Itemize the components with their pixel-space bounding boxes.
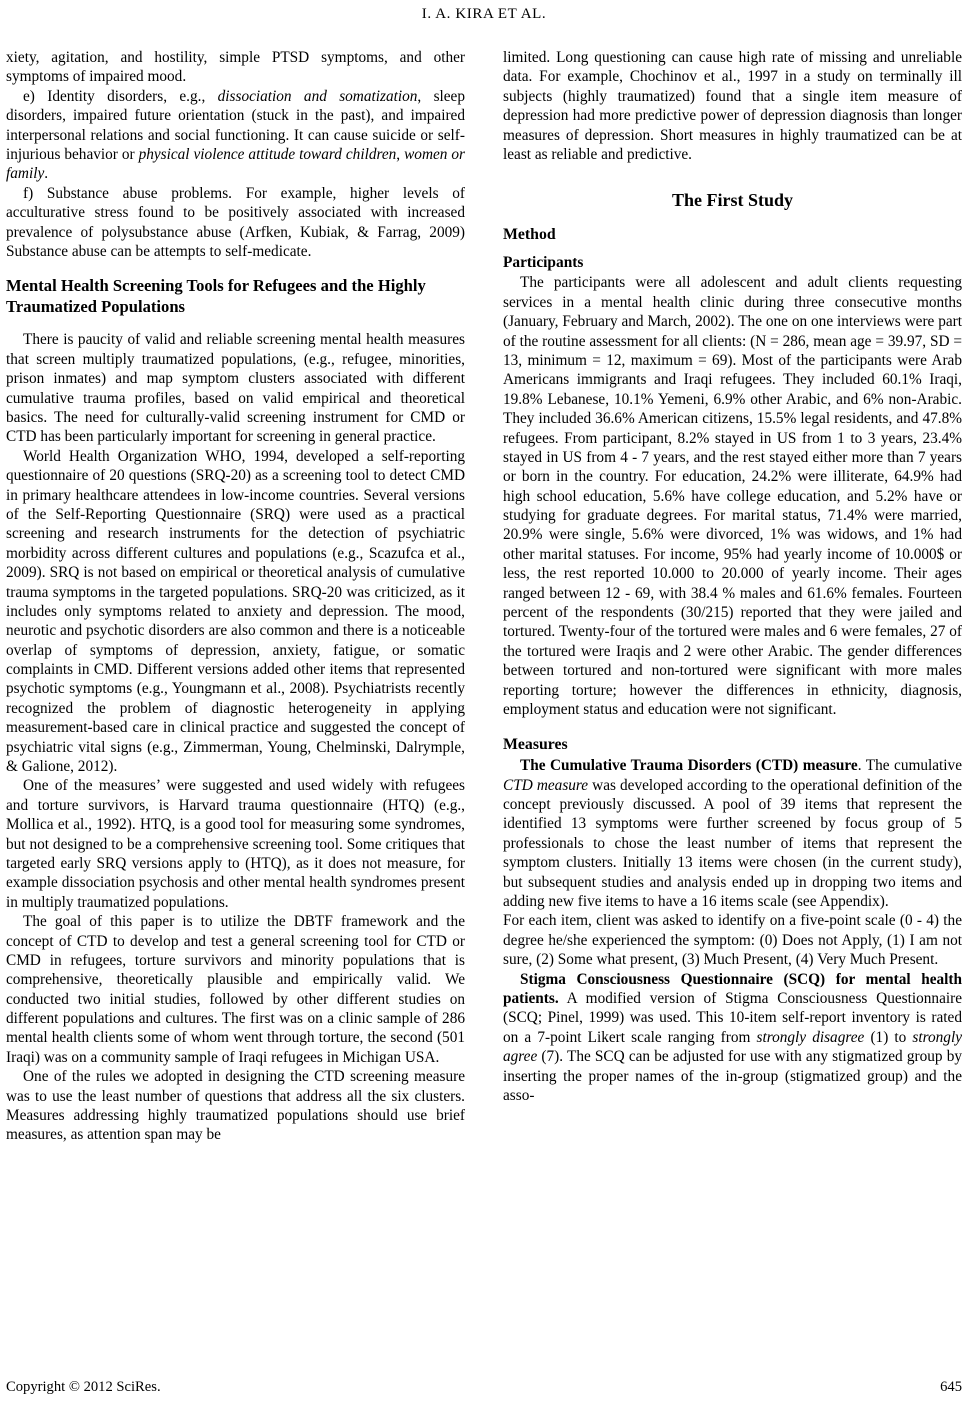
run-in-heading-scq: Stigma Consciousness Questionnaire (SCQ) for mental health patients. <box>503 970 962 1007</box>
text-run: , <box>396 145 405 163</box>
text-run: (1) to <box>864 1028 913 1046</box>
paragraph-five-point-scale: For each item, client was asked to identify on a five-point scale (0 - 4) the degree he/she experienced the symptom: (0) Does not Apply, (1) I am not sure, (2) Some what present, (3) Much Present, (4) Very Much Present. <box>503 912 962 969</box>
text-run: was developed according to the operational definition of the concept previously discussed. A pool of 39 items that represent the identified 13 symptoms were further screened by focus group of 5 professionals to chose the least number of items that represent the symptom clusters. Initially 13 items were chosen (in the current study), but subsequent studies and analysis ended up in dropping two items and adding new five items to have a 16 items scale (see Appendix). <box>503 776 962 911</box>
paragraph-rules: One of the rules we adopted in designing the CTD screening measure was to use the least number of questions that address all the six clusters. Measures addressing highly traumatized populations should use brief measures, as attention span may be <box>6 1068 465 1144</box>
text-run: , sleep disorders, impaired future orientation (stuck in the past), and impaired interpersonal relations and social functioning. It can cause suicide or self-injurious behavior or <box>6 87 465 163</box>
italic-run: strongly disagree <box>756 1028 865 1046</box>
text-run: (7). The SCQ can be adjusted for use with any stigmatized group by inserting the proper names of the in-group (stigmatized group) and the asso- <box>503 1048 962 1104</box>
text-run: A modified version of Stigma Consciousness Questionnaire (SCQ; Pinel, 1999) was used. This 10-item self-report inventory is rated on a 7-point Likert scale ranging from <box>503 990 962 1046</box>
italic-run: dissociation and somatization <box>217 87 418 105</box>
heading-screening-tools: Mental Health Screening Tools for Refugees and the Highly Traumatized Populations <box>6 276 426 316</box>
italic-run: women or family <box>6 145 465 183</box>
heading-the-first-study: The First Study <box>671 190 794 211</box>
copyright-notice: Copyright © 2012 SciRes. <box>6 1379 161 1395</box>
italic-run: CTD measure <box>503 776 589 794</box>
paragraph-ctd-measure <box>503 756 962 911</box>
paragraph-limited: limited. Long questioning can cause high rate of missing and unreliable data. For example, Chochinov et al., 1997 in a study on terminally ill subjects (highly traumatized) found that a single item measure of depression had more predictive power of depression diagnosis than longer measures of depression. Short measures in highly traumatized can be at least as reliable and predictive. <box>503 49 962 163</box>
page-footer <box>6 1379 962 1396</box>
running-head: I. A. KIRA ET AL. <box>421 6 547 22</box>
paragraph-paucity: There is paucity of valid and reliable screening mental health measures that screen multiply traumatized populations, (e.g., refugee, minorities, prison inmates) and map symptom clusters associated with different cumulative trauma profiles, based on valid empirical and theoretical basics. The need for culturally-valid screening instrument for CMD or CTD has been particularly important for screening in general practice. <box>6 331 465 446</box>
heading-method: Method <box>503 225 556 243</box>
paragraph-goal: The goal of this paper is to utilize the DBTF framework and the concept of CTD to develop and test a general screening tool for CTD or CMD in refugees, torture survivors and minority populations that is comprehensive, theoretically plausible and empirically valid. We conducted two initial studies, followed by other different studies on different populations and cultures. The first was on a clinic sample of 286 mental health clients some of whom went through torture, the second (501 Iraqi) was on a community sample of Iraqi refugees in Michigan USA. <box>6 913 465 1066</box>
text-run: e) Identity disorders, e.g., <box>23 87 218 105</box>
left-column <box>6 48 465 1338</box>
page-number: 645 <box>940 1379 962 1395</box>
two-column-body <box>6 48 962 1338</box>
text-run: . <box>44 165 49 183</box>
paragraph-measures-htq: One of the measures’ were suggested and used widely with refugees and torture survivors, is Harvard trauma questionnaire (HTQ) (e.g., Mollica et al., 1992). HTQ, is a good tool for measuring some syndromes, but not designed to be a comprehensive screening tool. Some critiques that targeted early SRQ versions apply to (HTQ), as it does not measure, for example dissociation psychosis and other mental health syndromes present in multiply traumatized populations. <box>6 777 465 911</box>
paragraph-participants: The participants were all adolescent and adult clients requesting services in a mental health clinic during three consecutive months (January, February and March, 2002). The one on one interviews were part of the routine assessment for all clients: (N = 286, mean age = 39.97, SD = 13, minimum = 12, maximum = 69). Most of the participants were Arab Americans immigrants and Iraqi refugees. They included 60.1% Iraqi, 19.8% Lebanese, 10.1% Yemeni, 6.9% other Arabic, and 6% non-Arabic. They included 36.6% American citizens, 15.5% legal residents, and 47.8% refugees. From participant, 8.2% stayed in US from 1 to 3 years, 23.4% stayed in US from 4 - 7 years, and the rest stayed either more than 7 years or born in the country. For education, 24.2% were illiterate, 64.9% had high school education, 5.6% have college education, and 5.2% have or studying for graduate degrees. For marital status, 71.4% were married, 20.9% were single, 5.6% were divorced, 1% was widows, and 1% had other marital statuses. For income, 95% had yearly income of 10.000$ or less, the rest reported 10.000 to 20.000 of yearly income. Their ages ranged between 12 - 69, with 38.4 % males and 61.6% females. Fourteen percent of the respondents (30/215) reported that they were jailed and tortured. Twenty-four of the tortured were males and 6 were females, 27 of the tortured were Iraqis and 2 were other Arabic. The gender differences between tortured and non-tortured were significant with more males reporting torture; however the differences in ethnicity, diagnosis, employment status and education were not significant. <box>503 274 962 718</box>
italic-run: strongly agree <box>503 1028 962 1066</box>
right-column <box>503 48 962 1338</box>
paragraph-who-srq: World Health Organization WHO, 1994, developed a self-reporting questionnaire of 20 questions (SRQ-20) as a screening tool to detect CMD in primary healthcare attendees in low-income countries. Several versions of the Self-Reporting Questionnaire (SRQ) were used as a practical screening and research instruments for the detection of psychiatric morbidity across different cultures and populations (e.g., Scazufca et al., 2009). SRQ is not based on empirical or theoretical analysis of cumulative trauma symptoms in the targeted populations. SRQ-20 was criticized, as it includes only symptoms related to anxiety and depression. The mood, neurotic and psychotic disorders are also common and there is a noticeable overlap of symptoms of depression, anxiety, fatigue, or somatic complaints in CMD. Different versions added other items that represented psychotic symptoms (e.g., Youngmann et al., 2008). Psychiatrists recently recognized the problem of diagnostic heterogeneity in applying measurement-based care in clinical practice and suggested the concept of psychiatric vital signs (e.g., Zimmerman, Young, Chelminski, Dalrymple, & Galione, 2012). <box>6 447 465 776</box>
heading-participants: Participants <box>503 253 584 271</box>
paragraph-scq <box>503 970 962 1106</box>
paragraph-continued: xiety, agitation, and hostility, simple PTSD symptoms, and other symptoms of impaired mood. <box>6 49 465 86</box>
run-in-heading-ctd: The Cumulative Trauma Disorders (CTD) measure <box>520 757 858 775</box>
paragraph-substance-abuse: f) Substance abuse problems. For example, higher levels of acculturative stress found to be positively associated with increased prevalence of polysubstance abuse (Arfken, Kubiak, & Farrag, 2009) Substance abuse can be attempts to self-medicate. <box>6 184 465 260</box>
paragraph-identity-disorders <box>6 87 465 184</box>
heading-measures: Measures <box>503 736 568 754</box>
italic-run: physical violence attitude toward children <box>138 145 397 163</box>
text-run: . The cumulative <box>857 757 962 775</box>
